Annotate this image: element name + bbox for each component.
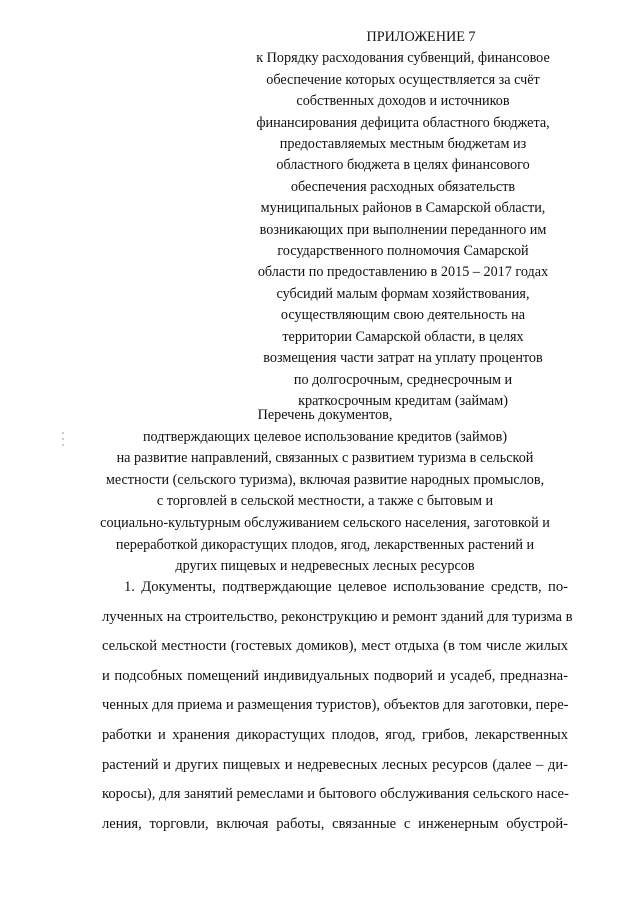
appendix-line: обеспечение которых осуществляется за счёт (266, 71, 540, 88)
body-line: работки и хранения дикорастущих плодов, ягод, грибов, лекарственных (102, 726, 568, 743)
list-heading-line: социально-культурным обслуживанием сельского населения, заготовкой и (100, 514, 550, 531)
scan-speck (62, 438, 64, 440)
body-line: 1. Документы, подтверждающие целевое использование средств, по- (124, 579, 568, 595)
appendix-title: ПРИЛОЖЕНИЕ 7 (366, 29, 476, 45)
appendix-line: возмещения части затрат на уплату процентов (263, 350, 543, 367)
appendix-line: собственных доходов и источников (296, 93, 510, 110)
appendix-line: территории Самарской области, в целях (282, 328, 524, 345)
appendix-line: к Порядку расходования субвенций, финансовое (256, 50, 550, 67)
appendix-line: осуществляющим свою деятельность на (280, 307, 526, 324)
list-heading-line: местности (сельского туризма), включая развитие народных промыслов, (105, 471, 545, 488)
body-line: сельской местности (гостевых домиков), мест отдыха (в том числе жилых (102, 638, 568, 655)
appendix-line: муниципальных районов в Самарской области, (260, 200, 546, 217)
list-heading-line: подтверждающих целевое использование кредитов (займов) (142, 428, 508, 445)
body-line: и подсобных помещений индивидуальных подворий и усадеб, предназна- (102, 667, 568, 684)
body-paragraph (102, 573, 573, 839)
appendix-line: субсидий малым формам хозяйствования, (276, 285, 530, 302)
appendix-line: по долгосрочным, среднесрочным и (293, 371, 513, 388)
list-heading-line: на развитие направлений, связанных с развитием туризма в сельской (116, 450, 534, 467)
appendix-line: государственного полномочия Самарской (277, 243, 529, 260)
appendix-line: краткосрочным кредитам (займам) (298, 392, 508, 409)
appendix-line: областного бюджета в целях финансового (276, 157, 530, 174)
appendix-header (238, 27, 568, 412)
document-list-heading (90, 405, 560, 578)
appendix-line: возникающих при выполнении переданного им (259, 221, 547, 238)
appendix-line: области по предоставлению в 2015 – 2017 годах (257, 264, 549, 281)
appendix-line: обеспечения расходных обязательств (290, 178, 516, 195)
appendix-line: финансирования дефицита областного бюджета, (256, 114, 550, 131)
scan-speck (62, 432, 64, 434)
list-heading-line: переработкой дикорастущих плодов, ягод, лекарственных растений и (115, 536, 535, 553)
body-line: растений и других пищевых и недревесных лесных ресурсов (далее – ди- (102, 756, 568, 773)
body-line: ления, торговли, включая работы, связанные с инженерным обустрой- (102, 815, 568, 832)
list-heading-line: других пищевых и недревесных лесных ресурсов (175, 558, 475, 575)
body-line: коросы), для занятий ремеслами и бытового обслуживания сельского насе- (102, 786, 569, 803)
appendix-line: предоставляемых местным бюджетам из (279, 136, 527, 153)
list-heading-line: Перечень документов, (257, 407, 393, 423)
scan-speck (62, 444, 64, 446)
list-heading-line: с торговлей в сельской местности, а также с бытовым и (156, 493, 494, 510)
body-line: ченных для приема и размещения туристов), объектов для заготовки, пере- (102, 697, 569, 714)
body-line: лученных на строительство, реконструкцию и ремонт зданий для туризма в (102, 608, 573, 625)
